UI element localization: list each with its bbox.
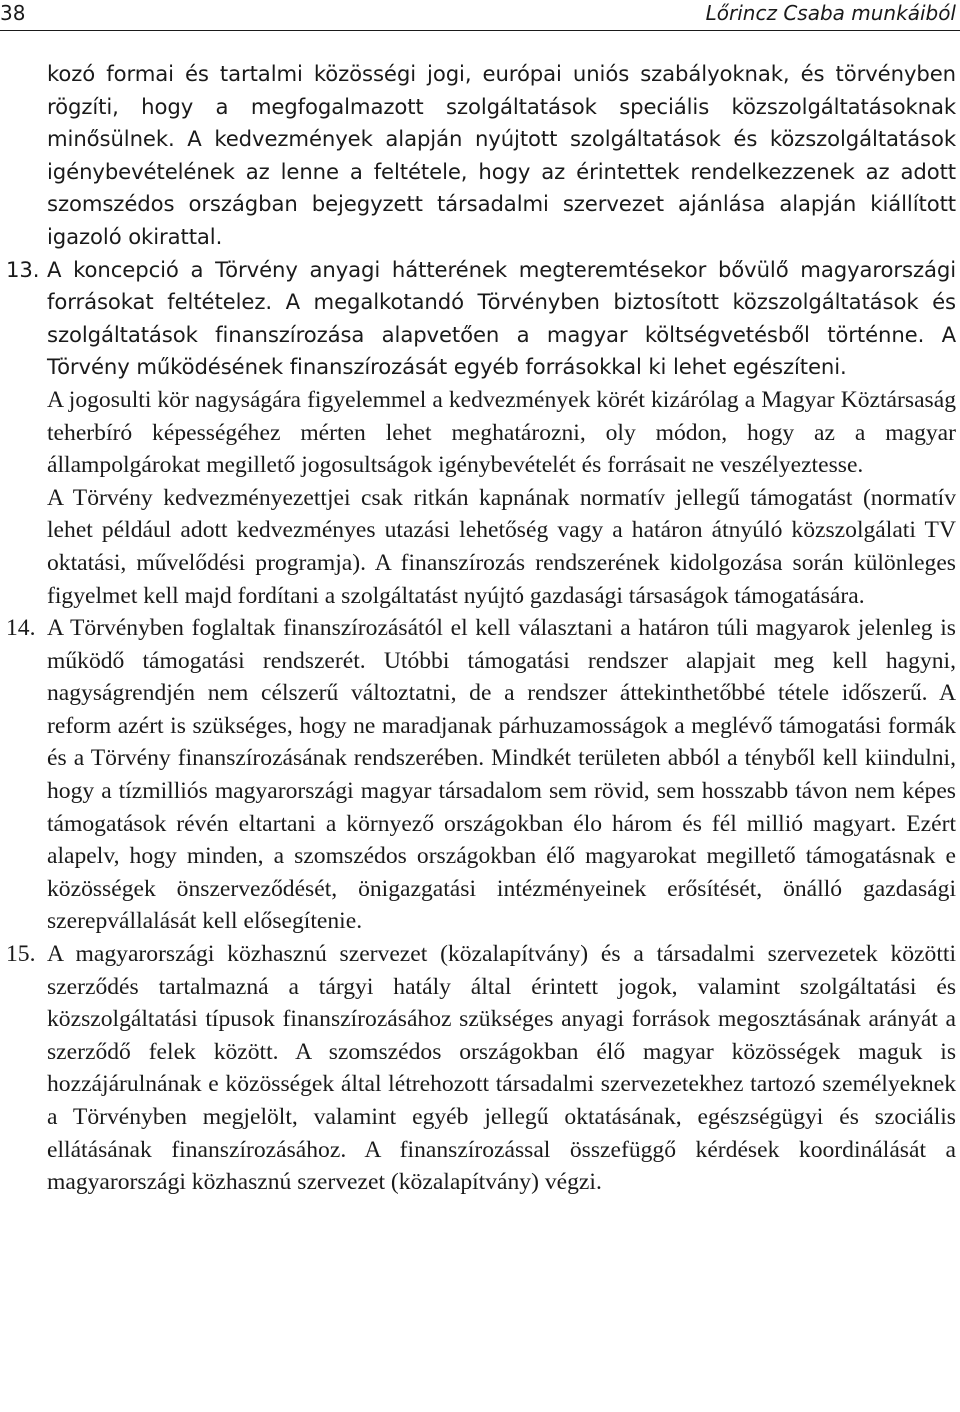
paragraph-text: A jogosulti kör nagyságára figyelemmel a kedvezmények körét kizárólag a Magyar Köztársaság teherbíró képességéhez mérten lehet meghatározni, oly módon, hogy az a magyar állampolgárokat megillető jogosultságok igénybevételét és forrásait ne veszélyeztesse.: [47, 386, 956, 479]
numbered-paragraph-13: [0, 254, 960, 384]
paragraph-kedvezmenyezettek: [0, 482, 960, 612]
document-body: [0, 58, 960, 1199]
paragraph-number: 13.: [6, 256, 40, 282]
paragraph-text: A Törvény kedvezményezettjei csak ritkán kapnának normatív jellegű támogatást (normatív lehet például adott kedvezményes utazási lehetőség vagy a határon átnyúló közszolgálati TV oktatási, művelődési programja). A finanszírozás rendszerének kidolgozása során különleges figyelmet kell majd fordítani a szolgáltatást nyújtó gazdasági társaságok támogatására.: [47, 484, 956, 609]
paragraph-jogosulti-kor: [0, 384, 960, 482]
paragraph-number: 15.: [6, 941, 36, 968]
running-head: Lőrincz Csaba munkáiból: [705, 1, 956, 25]
numbered-paragraph-14: [0, 612, 960, 938]
paragraph-number: 14.: [6, 615, 36, 642]
numbered-paragraph-15: [0, 938, 960, 1199]
paragraph-text: kozó formai és tartalmi közösségi jogi, európai uniós szabályoknak, és törvényben rögzíti, hogy a megfogalmazott szolgáltatások speciális közszolgáltatásoknak minősülnek. A kedvezmények alapján nyújtott szolgáltatások és közszolgáltatások igénybevételének az lenne a feltétele, hogy az érintettek rendelkezzenek az adott szomszédos országban bejegyzett társadalmi szervezet ajánlása alapján kiállított igazoló okirattal.: [47, 61, 956, 249]
page-number: 38: [0, 1, 26, 25]
header-rule: [0, 30, 960, 31]
paragraph-text: A koncepció a Törvény anyagi hátterének megteremtésekor bővülő magyarországi forrásokat feltételez. A megalkotandó Törvényben biztosított közszolgáltatások és szolgáltatások finanszírozása alapvetően a magyar költségvetésből történne. A Törvény működésének finanszírozását egyéb forrásokkal ki lehet egészíteni.: [47, 256, 956, 380]
paragraph-text: A magyarországi közhasznú szervezet (közalapítvány) és a társadalmi szervezetek közötti szerződés tartalmazná a tárgyi hatály által érintett jogok, valamint szolgáltatási és közszolgáltatási típusok finanszírozásához szükséges anyagi források megosztásának arányát a szerződő felek között. A szomszédos országokban élő magyar közösségek maguk is hozzájárulnának e közösségek által létrehozott társadalmi szervezetekhez tartozó személyeknek a Törvényben megjelölt, valamint egyéb jellegű oktatásának, egészségügyi és szociális ellátásának finanszírozásához. A finanszírozással összefüggő kérdések koordinálását a magyarországi közhasznú szervezet (közalapítvány) végzi.: [47, 941, 956, 1196]
paragraph-continuation: [0, 58, 960, 254]
page-header: [0, 0, 960, 30]
paragraph-text: A Törvényben foglaltak finanszírozásától el kell választani a határon túli magyarok jelenleg is működő támogatási rendszerét. Utóbbi támogatási rendszer alapjait meg kell hagyni, nagyságrendjén nem célszerű változtatni, de a rendszer áttekinthetőbbé tétele időszerű. A reform azért is szükséges, hogy ne maradjanak párhuzamosságok a meglévő támogatási formák és a Törvény finanszírozásának rendszerében. Mindkét területen abból a tényből kell kiindulni, hogy a tízmilliós magyarországi magyar társadalom sem rövid, sem hosszabb távon nem képes támogatások révén eltartani a környező országokban élo három és fél millió magyart. Ezért alapelv, hogy minden, a szomszédos országokban élő magyarokat megillető támogatásnak e közösségek önszerveződését, önigazgatási intézményeinek erősítését, önálló gazdasági szerepvállalását kell elősegítenie.: [47, 615, 956, 935]
